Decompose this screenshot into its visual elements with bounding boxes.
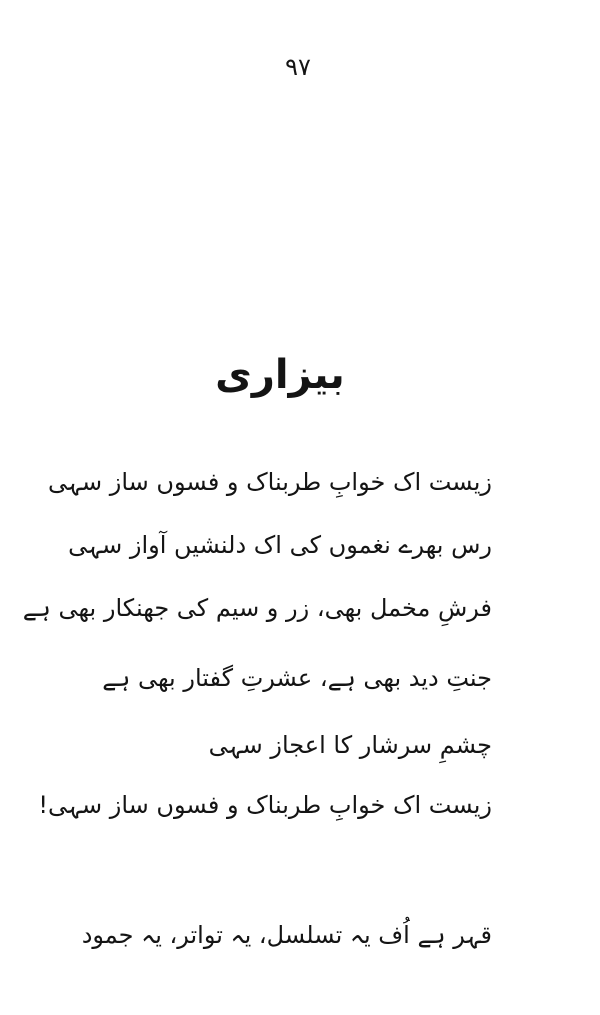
poem-line: قہر ہے اُف یہ تسلسل، یہ تواتر، یہ جمود [81, 921, 492, 949]
page-number: ۹۷ [285, 53, 311, 81]
poem-line: جنتِ دید بھی ہے، عشرتِ گفتار بھی ہے [102, 664, 492, 692]
poem-title: بیزاری [215, 352, 345, 398]
poem-line: فرشِ مخمل بھی، زر و سیم کی جھنکار بھی ہے [22, 594, 492, 622]
poem-line: زیست اک خوابِ طربناک و فسوں ساز سہی! [38, 791, 492, 819]
poem-line: چشمِ سرشار کا اعجاز سہی [208, 731, 492, 759]
poem-line: زیست اک خوابِ طربناک و فسوں ساز سہی [47, 468, 492, 496]
poem-line: رس بھرے نغموں کی اک دلنشیں آواز سہی [68, 531, 492, 559]
